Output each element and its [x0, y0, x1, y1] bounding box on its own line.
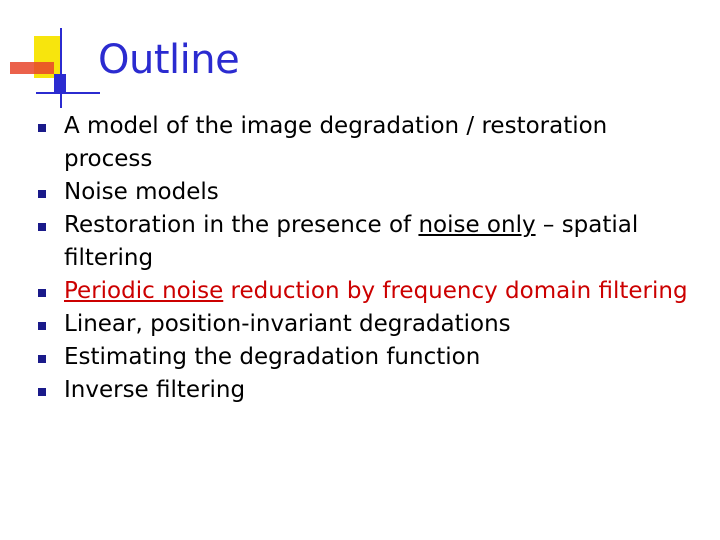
square-bullet-icon [38, 355, 46, 363]
decorative-logo-graphic [0, 0, 100, 120]
list-item [38, 308, 698, 341]
list-item-text-end: reduction by frequency domain filtering [223, 278, 688, 304]
logo-vertical-line [60, 28, 62, 108]
list-item-underlined-text: Periodic noise [64, 278, 224, 304]
list-item [38, 374, 698, 407]
logo-horizontal-line [36, 92, 100, 94]
list-item-text-start: Restoration in the presence of [64, 212, 419, 238]
list-item-text: Inverse filtering [64, 377, 246, 403]
bullet-list [38, 110, 698, 407]
logo-red-bar [10, 62, 54, 74]
list-item-text: Linear, position-invariant degradations [64, 311, 511, 337]
list-item-text-end: – spatial filtering [64, 212, 639, 271]
list-item [38, 209, 698, 275]
list-item-underlined-text: noise only [418, 212, 536, 238]
square-bullet-icon [38, 124, 46, 132]
square-bullet-icon [38, 289, 46, 297]
slide-title: Outline [98, 37, 240, 83]
list-item [38, 341, 698, 374]
list-item-text: Noise models [64, 179, 219, 205]
square-bullet-icon [38, 223, 46, 231]
list-item-highlighted [38, 275, 698, 308]
list-item-text: Estimating the degradation function [64, 344, 481, 370]
list-item-text: A model of the image degradation / restoration process [64, 113, 608, 172]
square-bullet-icon [38, 388, 46, 396]
square-bullet-icon [38, 190, 46, 198]
square-bullet-icon [38, 322, 46, 330]
list-item [38, 110, 698, 176]
list-item [38, 176, 698, 209]
